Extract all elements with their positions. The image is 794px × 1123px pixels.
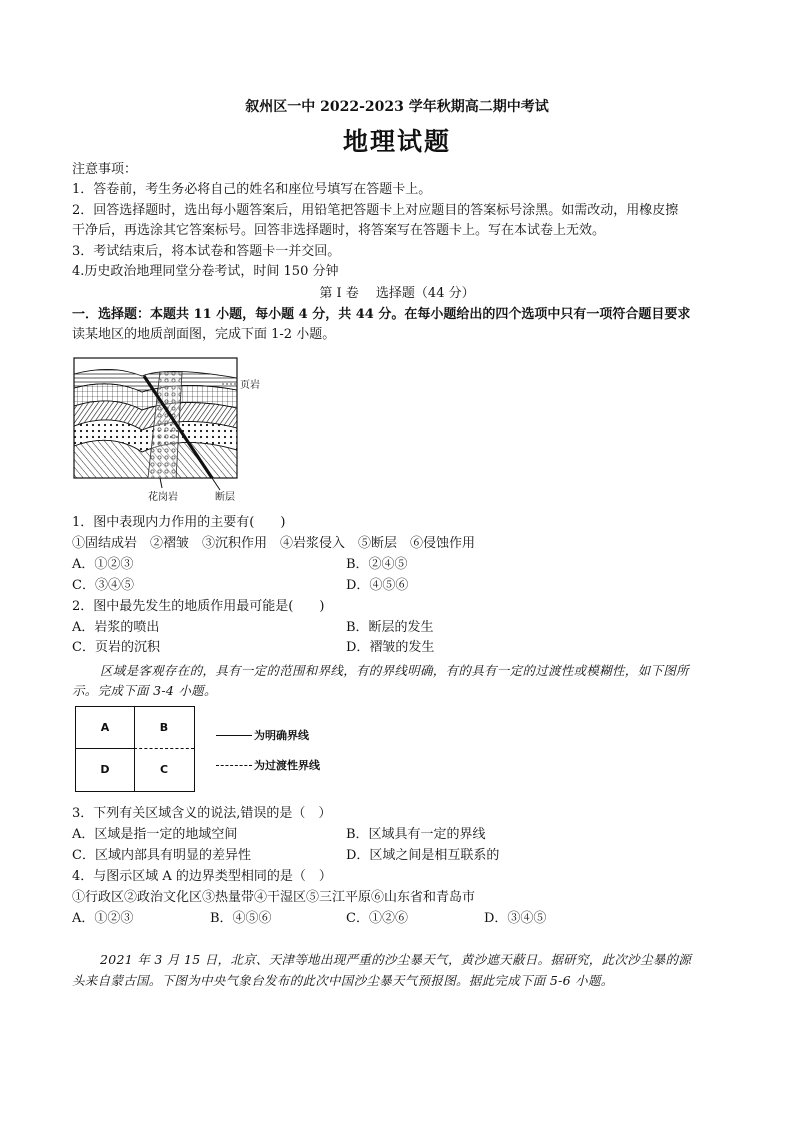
dust-intro-line: 头来自蒙古国。下图为中央气象台发布的此次中国沙尘暴天气预报图。据此完成下面 5-6 小题。 [72, 973, 614, 988]
question-3-option-d[interactable]: D．区域之间是相互联系的 [346, 848, 500, 863]
region-cell-c: C [159, 763, 169, 776]
legend-dashed-label: 为过渡性界线 [254, 759, 320, 772]
question-1-option-c[interactable]: C．③④⑤ [72, 578, 134, 593]
question-2-option-c[interactable]: C．页岩的沉积 [72, 640, 160, 655]
region-intro-line: 示。完成下面 3-4 小题。 [72, 683, 217, 698]
question-4-option-d[interactable]: D．③④⑤ [484, 911, 547, 926]
question-3-option-a[interactable]: A．区域是指一定的地域空间 [72, 827, 238, 842]
question-2-option-a[interactable]: A．岩浆的喷出 [72, 620, 160, 635]
dust-intro-line: 2021 年 3 月 15 日，北京、天津等地出现严重的沙尘暴天气，黄沙遮天蔽日。据研究，此次沙尘暴的源 [100, 952, 692, 967]
page-title: 地理试题 [342, 127, 451, 156]
question-4-stem: 4．与图示区域 A 的边界类型相同的是（ ） [72, 869, 332, 884]
legend-dashed-line [216, 765, 252, 766]
section-title: 第 I 卷 选择题（44 分） [319, 286, 475, 301]
notice-heading: 注意事项： [72, 162, 138, 177]
label-fault: 断层 [215, 492, 235, 503]
geological-section-figure [72, 356, 282, 506]
region-cell-d: D [100, 763, 110, 776]
question-4-option-b[interactable]: B．④⑤⑥ [210, 911, 272, 926]
question-1-option-a[interactable]: A．①②③ [72, 557, 134, 572]
section-intro: 一．选择题：本题共 11 小题，每小题 4 分，共 44 分。在每小题给出的四个选项中只有一项符合题目要求 [72, 307, 691, 322]
question-3-stem: 3．下列有关区域含义的说法,错误的是（ ） [72, 806, 332, 821]
question-3-option-b[interactable]: B．区域具有一定的界线 [346, 827, 486, 842]
question-1-stem: 1．图中表现内力作用的主要有( ) [72, 515, 286, 530]
region-figure [75, 706, 195, 792]
region-cell-b: B [159, 721, 169, 734]
question-2-option-b[interactable]: B．断层的发生 [346, 620, 434, 635]
notice-item: 1．答卷前，考生务必将自己的姓名和座位号填写在答题卡上。 [72, 182, 432, 197]
question-3-option-c[interactable]: C．区域内部具有明显的差异性 [72, 848, 251, 863]
notice-item: 4.历史政治地理同堂分卷考试，时间 150 分钟 [72, 264, 339, 279]
notice-item: 干净后，再选涂其它答案标号。回答非选择题时，将答案写在答题卡上。写在本试卷上无效。 [72, 223, 606, 238]
question-1-option-b[interactable]: B．②④⑤ [346, 557, 408, 572]
legend-solid-label: 为明确界线 [254, 729, 309, 742]
question-4-items: ①行政区②政治文化区③热量带④干湿区⑤三江平原⑥山东省和青岛市 [72, 890, 476, 905]
question-2-option-d[interactable]: D．褶皱的发生 [346, 640, 435, 655]
label-granite: 花岗岩 [148, 492, 178, 503]
region-cell-a: A [100, 721, 110, 734]
question-1-option-d[interactable]: D．④⑤⑥ [346, 578, 409, 593]
legend-solid-line [216, 735, 252, 736]
notice-item: 3．考试结束后，将本试卷和答题卡一并交回。 [72, 244, 341, 259]
exam-school-line: 叙州区一中 2022-2023 学年秋期高二期中考试 [245, 99, 549, 115]
question-2-stem: 2．图中最先发生的地质作用最可能是( ) [72, 599, 325, 614]
question-1-items: ①固结成岩 ②褶皱 ③沉积作用 ④岩浆侵入 ⑤断层 ⑥侵蚀作用 [72, 536, 476, 551]
label-shale: 页岩 [240, 380, 260, 391]
notice-item: 2．回答选择题时，选出每小题答案后，用铅笔把答题卡上对应题目的答案标号涂黑。如需改动，用橡皮擦 [72, 203, 679, 218]
question-4-option-c[interactable]: C．①②⑥ [346, 911, 408, 926]
question-4-option-a[interactable]: A．①②③ [72, 911, 134, 926]
question-group-intro: 读某地区的地质剖面图，完成下面 1-2 小题。 [72, 327, 336, 342]
region-intro-line: 区域是客观存在的，具有一定的范围和界线，有的界线明确，有的具有一定的过渡性或模糊性，如下图所 [100, 663, 689, 678]
